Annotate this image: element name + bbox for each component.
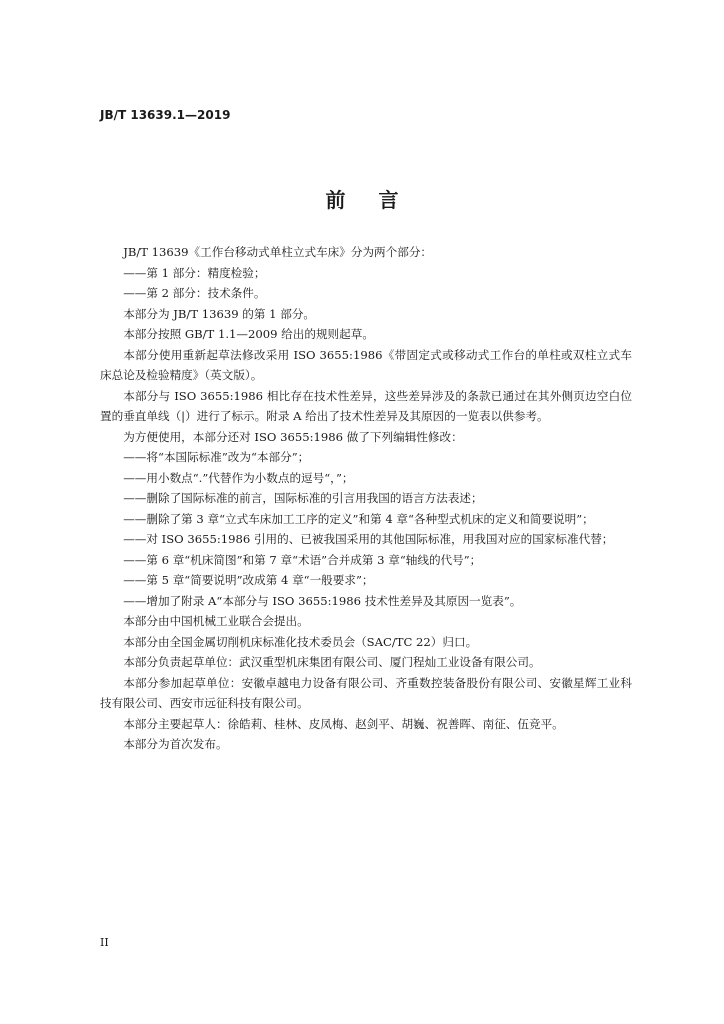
paragraph: ——将“本国际标准”改为“本部分”； bbox=[123, 450, 310, 464]
paragraph: 本部分为首次发布。 bbox=[123, 737, 228, 751]
paragraph: ——第 6 章“机床简图”和第 7 章“术语”合并成第 3 章“轴线的代号”； bbox=[123, 552, 482, 567]
paragraph: 本部分参加起草单位：安徽卓越电力设备有限公司、齐重数控装备股份有限公司、安徽星辉工业科技有限公司、西安市远征科技有限公司。 bbox=[100, 675, 632, 710]
paragraph: ——对 ISO 3655:1986 引用的、已被我国采用的其他国际标准，用我国对应的国家标准代替； bbox=[123, 532, 614, 546]
paragraph: ——删除了第 3 章“立式车床加工工序的定义”和第 4 章“各种型式机床的定义和简要说明”； bbox=[123, 511, 594, 526]
foreword-body bbox=[100, 242, 632, 755]
page-number: II bbox=[100, 936, 109, 949]
paragraph: ——第 5 章“简要说明”改成第 4 章“一般要求”； bbox=[123, 573, 374, 587]
paragraph: 为方便使用，本部分还对 ISO 3655:1986 做了下列编辑性修改： bbox=[123, 429, 463, 444]
paragraph: 本部分由中国机械工业联合会提出。 bbox=[123, 614, 309, 628]
paragraph: 本部分使用重新起草法修改采用 ISO 3655:1986《带固定式或移动式工作台的单柱或双柱立式车床总论及检验精度》（英文版）。 bbox=[100, 347, 632, 382]
paragraph: 本部分负责起草单位：武汉重型机床集团有限公司、厦门程灿工业设备有限公司。 bbox=[123, 655, 541, 669]
document-code: JB/T 13639.1—2019 bbox=[100, 108, 231, 122]
paragraph: ——第 2 部分：技术条件。 bbox=[123, 286, 266, 300]
paragraph: 本部分与 ISO 3655:1986 相比存在技术性差异，这些差异涉及的条款已通过在其外侧页边空白位置的垂直单线（|）进行了标示。附录 A 给出了技术性差异及其原因的一览表以供参考。 bbox=[100, 388, 632, 423]
paragraph: ——用小数点“.”代替作为小数点的逗号“，”； bbox=[123, 470, 354, 485]
paragraph: 本部分按照 GB/T 1.1—2009 给出的规则起草。 bbox=[123, 327, 374, 341]
paragraph: ——增加了附录 A“本部分与 ISO 3655:1986 技术性差异及其原因一览表”。 bbox=[123, 593, 522, 608]
paragraph: 本部分为 JB/T 13639 的第 1 部分。 bbox=[123, 306, 316, 321]
paragraph: JB/T 13639《工作台移动式单柱立式车床》分为两个部分： bbox=[123, 245, 433, 259]
paragraph: 本部分主要起草人：徐皓莉、桂林、皮凤梅、赵剑平、胡巍、祝善晖、南征、伍竞平。 bbox=[123, 716, 564, 731]
paragraph: 本部分由全国金属切削机床标准化技术委员会（SAC/TC 22）归口。 bbox=[123, 634, 478, 649]
paragraph: ——第 1 部分：精度检验； bbox=[123, 265, 266, 280]
paragraph: ——删除了国际标准的前言，国际标准的引言用我国的语言方法表述； bbox=[123, 491, 483, 505]
page-title: 前 言 bbox=[325, 188, 399, 212]
